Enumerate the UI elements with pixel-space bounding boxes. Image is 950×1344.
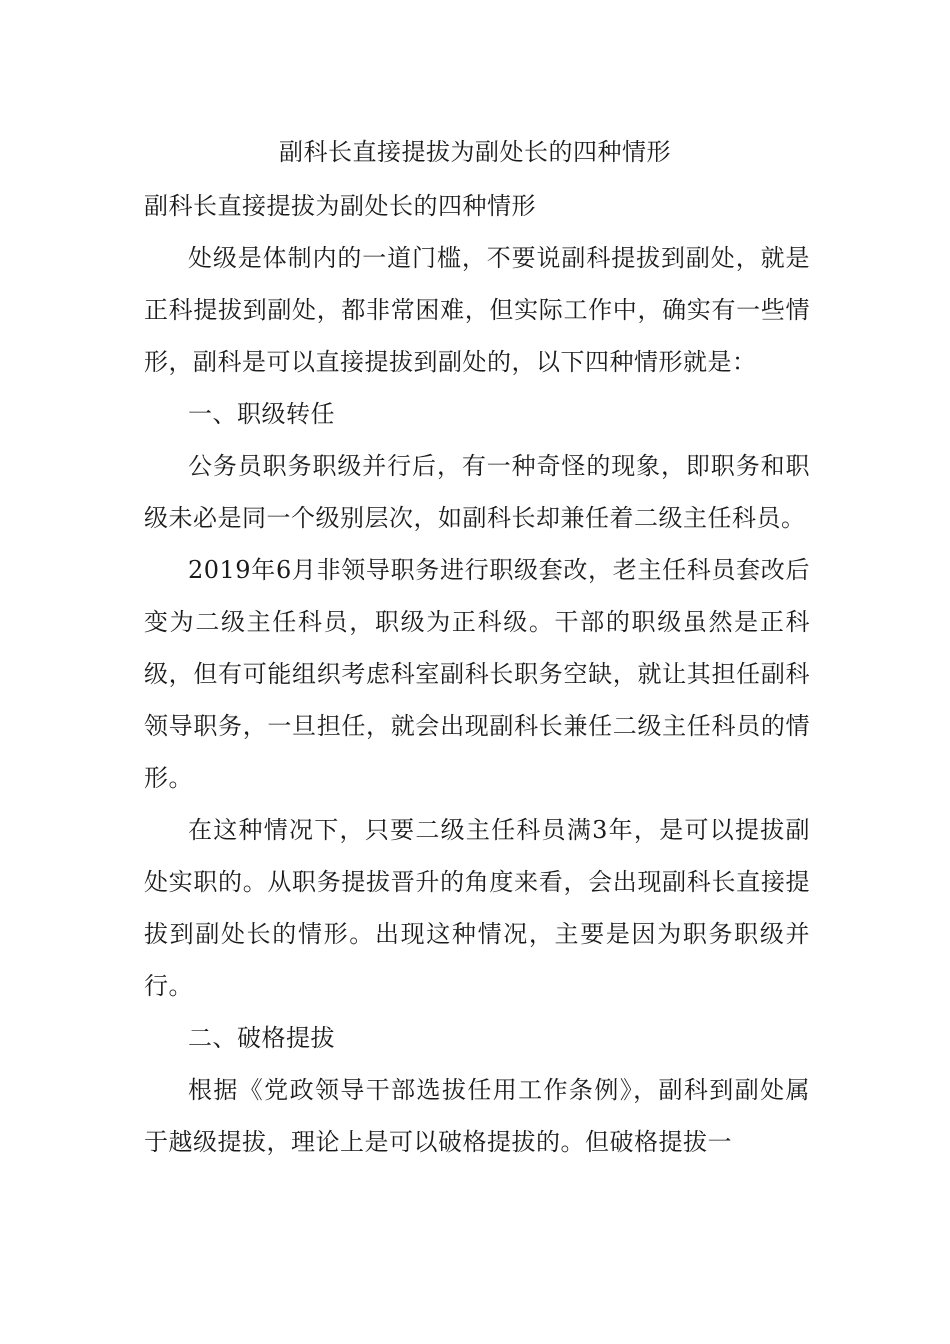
section-heading-2: 二、破格提拔 (188, 1024, 335, 1052)
body-paragraph: 2019年6月非领导职务进行职级套改，老主任科员套改后变为二级主任科员，职级为正科级。干部的职级虽然是正科级，但有可能组织考虑科室副科长职务空缺，就让其担任副科领导职务，一旦担任，就会出现副科长兼任二级主任科员的情形。 (144, 556, 810, 792)
document-title: 副科长直接提拔为副处长的四种情形 (279, 138, 671, 166)
section-heading-1: 一、职级转任 (188, 400, 335, 428)
document-body (144, 180, 810, 1168)
body-paragraph: 根据《党政领导干部选拔任用工作条例》，副科到副处属于越级提拔，理论上是可以破格提拔的。但破格提拔一 (144, 1076, 810, 1156)
subtitle-paragraph: 副科长直接提拔为副处长的四种情形 (144, 192, 536, 220)
intro-paragraph: 处级是体制内的一道门槛，不要说副科提拔到副处，就是正科提拔到副处，都非常困难，但实际工作中，确实有一些情形，副科是可以直接提拔到副处的，以下四种情形就是： (144, 244, 810, 376)
body-paragraph: 公务员职务职级并行后，有一种奇怪的现象，即职务和职级未必是同一个级别层次，如副科长却兼任着二级主任科员。 (144, 452, 810, 532)
body-paragraph: 在这种情况下，只要二级主任科员满3年，是可以提拔副处实职的。从职务提拔晋升的角度来看，会出现副科长直接提拔到副处长的情形。出现这种情况，主要是因为职务职级并行。 (144, 816, 810, 1000)
